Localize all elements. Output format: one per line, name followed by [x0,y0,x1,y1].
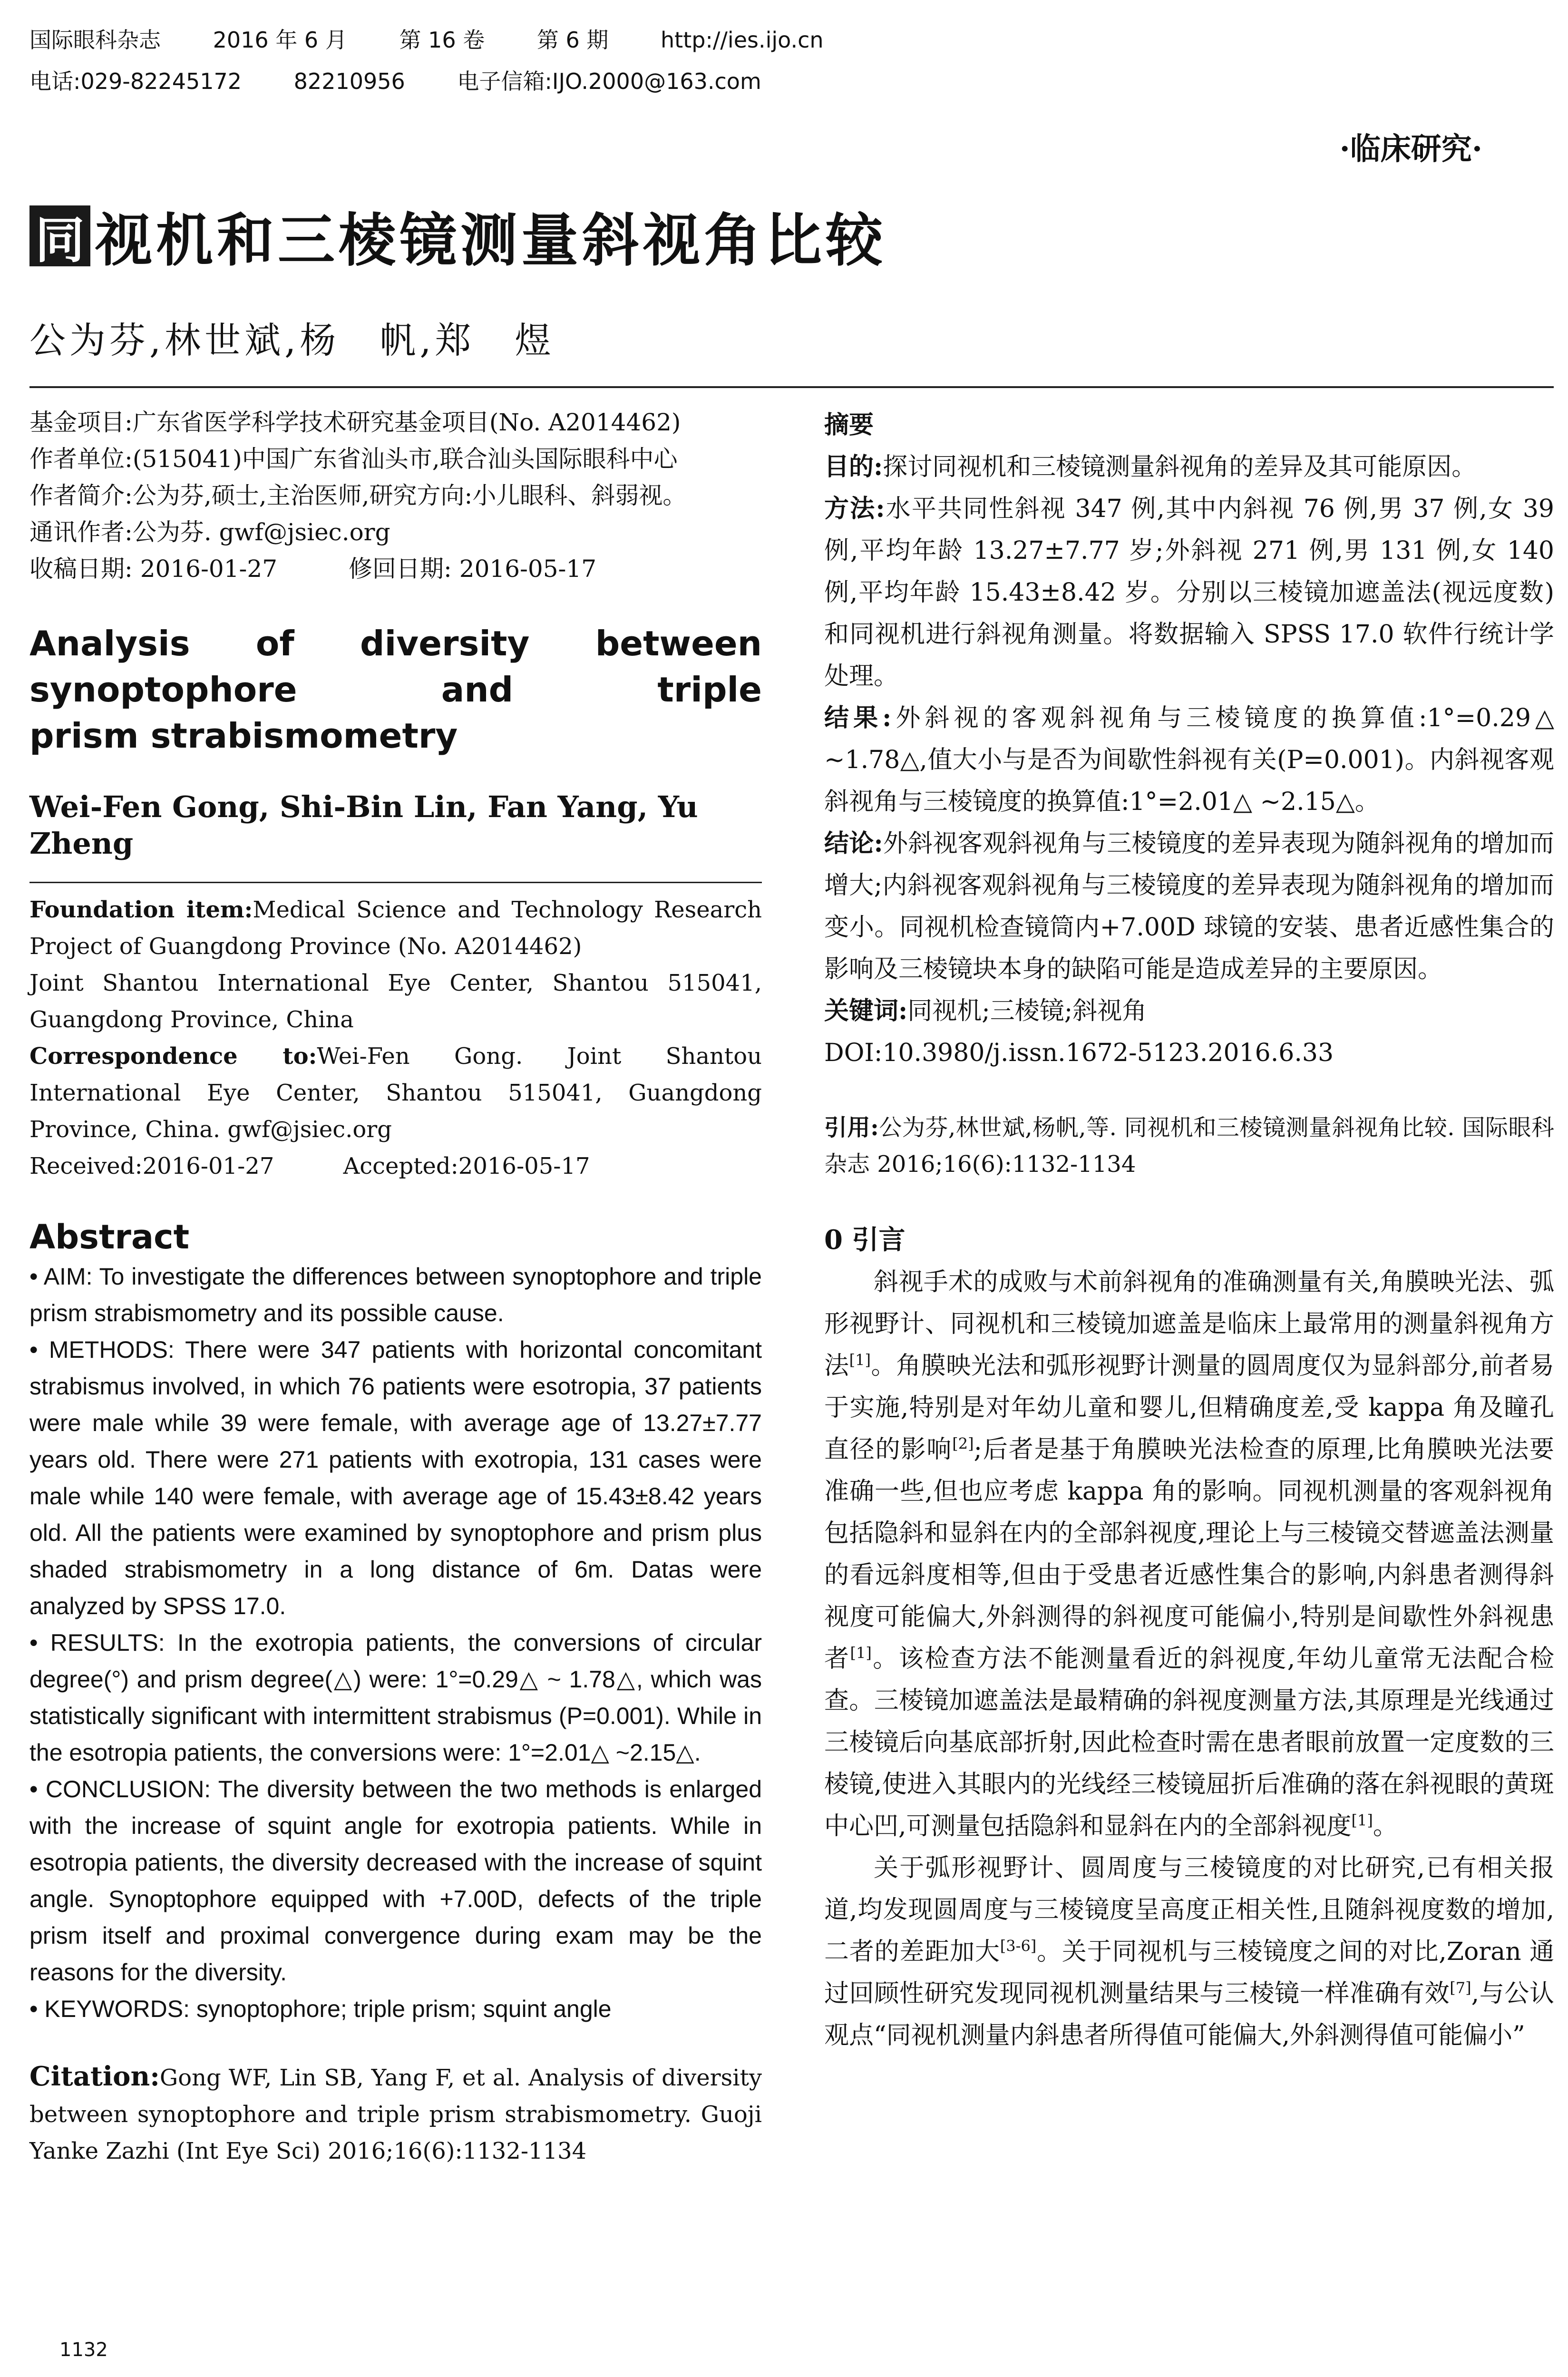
authors-chinese: 公为芬,林世斌,杨 帆,郑 煜 [29,319,555,361]
abstract-methods-cn [824,488,1554,697]
foundation-text: Medical Science and Technology Research Project of Guangdong Province (No. A2014462) [29,896,762,960]
intro-paragraph-1 [824,1261,1554,1847]
intro-heading: 0 引言 [824,1224,906,1256]
intro-text: 关于弧形视野计、圆周度与三棱镜度的对比研究,已有相关报道,均发现圆周度与三棱镜度呈高度正相关性,且随斜视度数的增加,二者的差距加大 [824,1854,1554,1966]
meta-block-cn [29,404,762,587]
intro-text: ,与公认观点“同视机测量内斜患者所得值可能偏大,外斜测得值可能偏小” [824,1979,1554,2050]
intro-text: 。 [1373,1812,1398,1841]
journal-url[interactable]: http://ies.ijo.cn [661,27,824,53]
citation-en [29,2058,762,2170]
english-info-block [29,892,762,1185]
issue-number: 第 6 期 [536,27,609,53]
title-initial-mark: 同 [29,205,90,266]
foundation-label: Foundation item: [29,896,253,923]
aim-label-cn: 目的: [824,452,883,481]
abstract-conclusion-cn [824,823,1554,990]
methods-text-cn: 水平共同性斜视 347 例,其中内斜视 76 例,男 37 例,女 39 例,平均年龄 13.27±7.77 岁;外斜视 271 例,男 131 例,女 140 例,平均年龄 15.43±8.42 岁。分别以三棱镜加遮盖法(视远度数)和同视机进行斜视角测量。将数据输入 SPSS 17.0 软件行统计学处理。 [824,495,1554,691]
english-title-line: prism strabismometry [29,716,458,756]
intro-paragraph-2 [824,1847,1554,2056]
citation-cn-text: 公为芬,林世斌,杨帆,等. 同视机和三棱镜测量斜视角比较. 国际眼科杂志 2016;16(6):1132-1134 [824,1114,1554,1178]
intro-text: 斜视手术的成败与术前斜视角的准确测量有关,角膜映光法、弧形视野计、同视机和三棱镜加遮盖是临床上最常用的测量斜视角方法 [824,1268,1554,1380]
intro-text: 。该检查方法不能测量看近的斜视度,年幼儿童常无法配合检查。三棱镜加遮盖法是最精确的斜视度测量方法,其原理是光线通过三棱镜后向基底部折射,因此检查时需在患者眼前放置一定度数的三棱镜,使进入其眼内的光线经三棱镜屈折后准确的落在斜视眼的黄斑中心凹,可测量包括隐斜和显斜在内的全部斜视度 [824,1645,1554,1841]
abstract-heading-en: Abstract [29,1218,190,1257]
intro-text: 。角膜映光法和弧形视野计测量的圆周度仅为显斜部分,前者易于实施,特别是对年幼儿童和婴儿,但精确度差,受 kappa 角及瞳孔直径的影响 [824,1352,1554,1464]
keywords-text-cn: 同视机;三棱镜;斜视角 [907,997,1147,1025]
abstract-aim-cn [824,446,1554,488]
citation-text: Gong WF, Lin SB, Yang F, et al. Analysis of diversity between synoptophore and triple prism strabismometry. Guoji Yanke Zazhi (Int Eye Sci) 2016;16(6):1132-1134 [29,2065,762,2164]
right-column [824,404,1554,2056]
phone: 电话:029-82245172 [29,68,242,94]
abstract-results-en: • RESULTS: In the exotropia patients, the conversions of circular degree(°) and prism degree(△) were: 1°=0.29△ ~ 1.78△, which was statistically significant with intermittent strabismus (P=0.001). While in the esotropia patients, the conversions were: 1°=2.01△ ~2.15△. [29,1629,762,1766]
volume: 第 16 卷 [399,27,485,53]
meta-dates: 收稿日期: 2016-01-27 修回日期: 2016-05-17 [29,555,597,583]
email[interactable]: 电子信箱:IJO.2000@163.com [457,68,761,94]
english-divider [29,882,762,883]
english-title-line: Analysis of diversity between [29,623,762,663]
journal-name: 国际眼科杂志 [29,27,161,53]
reference-marker[interactable]: [1] [850,1644,872,1662]
abstract-heading-cn: 摘要 [824,410,874,439]
correspondence-text: Wei-Fen Gong. Joint Shantou International Eye Center, Shantou 515041, Guangdong Province, China. gwf@jsiec.org [29,1043,762,1143]
meta-foundation: 基金项目:广东省医学科学技术研究基金项目(No. A2014462) [29,409,681,436]
meta-author-bio: 作者简介:公为芬,硕士,主治医师,研究方向:小儿眼科、斜弱视。 [29,482,687,509]
received-date: Received:2016-01-27 [29,1153,274,1179]
title-text: 视机和三棱镜测量斜视角比较 [95,207,886,274]
reference-marker[interactable]: [1] [849,1351,871,1369]
intro-text: 。关于同视机与三棱镜度之间的对比,Zoran 通过回顾性研究发现同视机测量结果与三棱镜一样准确有效 [824,1938,1554,2008]
results-text-cn: 外斜视的客观斜视角与三棱镜度的换算值:1°=0.29△ ~1.78△,值大小与是否为间歇性斜视有关(P=0.001)。内斜视客观斜视角与三棱镜度的换算值:1°=2.01△ ~2.15△。 [824,704,1554,816]
results-label-cn: 结果: [824,703,892,732]
abstract-keywords-en: • KEYWORDS: synoptophore; triple prism; squint angle [29,1996,612,2022]
abstract-results-cn [824,697,1554,823]
received-dates [29,1148,762,1185]
left-column [29,404,762,2170]
foundation-item [29,892,762,965]
abstract-aim-en: • AIM: To investigate the differences between synoptophore and triple prism strabismometry and its possible cause. [29,1263,762,1326]
english-title [29,621,762,759]
accepted-date: Accepted:2016-05-17 [343,1153,590,1179]
reference-marker[interactable]: [1] [1351,1811,1373,1830]
page-number: 1132 [59,2339,108,2361]
meta-correspondence: 通讯作者:公为芬. gwf@jsiec.org [29,518,390,546]
correspondence-label: Correspondence to: [29,1043,317,1070]
phone-alt: 82210956 [293,68,405,94]
citation-cn [824,1110,1554,1183]
english-title-line: synoptophore and triple [29,670,762,710]
reference-marker[interactable]: [7] [1450,1978,1471,1997]
english-authors: Wei-Fen Gong, Shi-Bin Lin, Fan Yang, Yu Zheng [29,789,698,861]
reference-marker[interactable]: [2] [952,1434,974,1453]
reference-marker[interactable]: [3-6] [1000,1937,1037,1955]
intro-text: ;后者是基于角膜映光法检查的原理,比角膜映光法要准确一些,但也应考虑 kappa 角的影响。同视机测量的客观斜视角包括隐斜和显斜在内的全部斜视度,理论上与三棱镜交替遮盖法测量的看远斜度相等,但由于受患者近感性集合的影响,内斜患者测得斜视度可能偏大,外斜测得的斜视度可能偏小,特别是间歇性外斜视患者 [824,1435,1554,1673]
running-header-line1 [29,23,869,54]
conclusion-text-cn: 外斜视客观斜视角与三棱镜度的差异表现为随斜视角的增加而增大;内斜视客观斜视角与三棱镜度的差异表现为随斜视角的增加而变小。同视机检查镜筒内+7.00D 球镜的安装、患者近感性集合的影响及三棱镜块本身的缺陷可能是造成差异的主要原因。 [824,829,1554,984]
methods-label-cn: 方法: [824,494,885,523]
abstract-keywords-cn [824,990,1554,1032]
citation-cn-label: 引用: [824,1114,879,1141]
affiliation-en: Joint Shantou International Eye Center, Shantou 515041, Guangdong Province, China [29,970,762,1033]
section-tag: ·临床研究· [1339,131,1482,167]
meta-affiliation: 作者单位:(515041)中国广东省汕头市,联合汕头国际眼科中心 [29,445,678,473]
abstract-methods-en: • METHODS: There were 347 patients with horizontal concomitant strabismus involved, in which 76 patients were esotropia, 37 patients were male while 39 were female, with average age of 13.27±7.77 years old. There were 271 patients with exotropia, 131 cases were male while 140 were female, with average age of 15.43±8.42 years old. All the patients were examined by synoptophore and prism plus shaded strabismometry in a long distance of 6m. Datas were analyzed by SPSS 17.0. [29,1336,762,1619]
aim-text-cn: 探讨同视机和三棱镜测量斜视角的差异及其可能原因。 [883,453,1477,481]
keywords-label-cn: 关键词: [824,996,908,1025]
doi[interactable]: DOI:10.3980/j.issn.1672-5123.2016.6.33 [824,1039,1334,1067]
issue-date: 2016 年 6 月 [213,27,347,53]
abstract-conclusion-en: • CONCLUSION: The diversity between the two methods is enlarged with the increase of squint angle for exotropia patients. While in esotropia patients, the diversity decreased with the increase of squint angle. Synoptophore equipped with +7.00D, defects of the triple prism itself and proximal convergence during exam may be the reasons for the diversity. [29,1776,762,1986]
conclusion-label-cn: 结论: [824,829,883,858]
running-header-line2 [29,64,807,96]
citation-label: Citation: [29,2061,160,2092]
article-title [29,195,886,277]
correspondence-en [29,1038,762,1148]
header-divider [29,386,1554,388]
